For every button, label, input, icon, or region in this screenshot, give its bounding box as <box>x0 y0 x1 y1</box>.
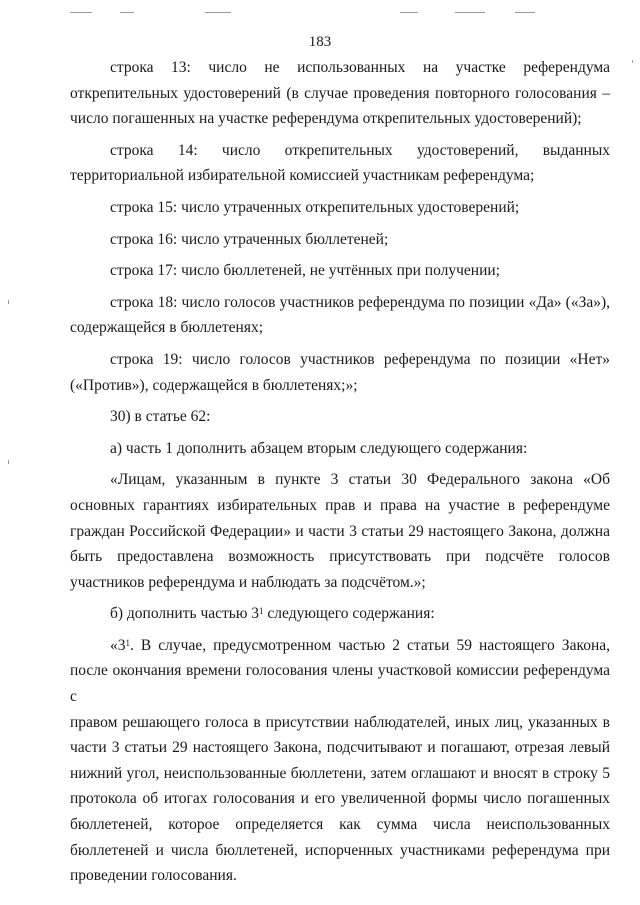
text-line: территориальной избирательной комиссией участникам референдума; <box>70 167 535 185</box>
paragraph-line-16 <box>70 227 610 253</box>
superscript: 1 <box>259 606 264 617</box>
paragraph-quote-part-3-1 <box>70 633 610 889</box>
text-line: «Лицам, указанным в пункте 3 статьи 30 Федерального закона «Об <box>110 471 610 489</box>
text-line <box>70 601 610 627</box>
scan-artifact <box>70 12 92 13</box>
text-line: правом решающего голоса в присутствии наблюдателей, иных лиц, указанных в <box>70 713 610 731</box>
paragraph-line-18 <box>70 290 610 341</box>
paragraph-subitem-a <box>70 436 610 462</box>
text-line: бюллетеней, которое определяется как сумма числа неиспользованных <box>70 816 610 834</box>
text-line: части 3 статьи 29 настоящего Закона, подсчитывают и погашают, отрезая левый <box>70 739 610 757</box>
text-line: строка 14: число открепительных удостоверений, выданных <box>110 141 610 159</box>
text-line: основных гарантиях избирательных прав и права на участие в референдуме <box>70 496 610 514</box>
text-line: строка 18: число голосов участников референдума по позиции «Да» («За»), <box>110 293 610 311</box>
text-run: следующего содержания: <box>263 605 435 623</box>
paragraph-subitem-b <box>70 601 610 627</box>
text-line <box>70 633 610 659</box>
text-run: б) дополнить частью 3 <box>110 605 260 623</box>
scan-artifact <box>8 460 9 464</box>
text-line: открепительных удостоверений (в случае проведения повторного голосования – <box>70 84 610 102</box>
text-line: строка 13: число не использованных на участке референдума <box>110 59 610 76</box>
paragraph-item-30 <box>70 404 610 430</box>
text-line: а) часть 1 дополнить абзацем вторым следующего содержания: <box>110 439 528 457</box>
paragraph-line-17 <box>70 258 610 284</box>
text-line: бюллетеней и числа бюллетеней, испорченных участниками референдума при <box>70 841 610 859</box>
text-line: протокола об итогах голосования и его увеличенной формы число погашенных <box>70 790 610 808</box>
paragraph-line-19 <box>70 347 610 398</box>
text-line: строка 19: число голосов участников референдума по позиции «Нет» <box>110 350 610 368</box>
scan-artifact <box>205 12 231 13</box>
scan-artifact <box>120 12 134 13</box>
superscript: 1 <box>125 637 130 648</box>
text-line: 30) в статье 62: <box>110 408 211 426</box>
scan-artifact <box>400 12 418 13</box>
text-line: («Против»), содержащейся в бюллетенях;»; <box>70 376 358 394</box>
text-line: граждан Российской Федерации» и части 3 статьи 29 настоящего Закона, должна <box>70 522 610 540</box>
text-run: . В случае, предусмотренном частью 2 статьи 59 настоящего Закона, <box>130 636 610 654</box>
text-line: число погашенных на участке референдума открепительных удостоверений); <box>70 110 582 128</box>
paragraph-line-15 <box>70 195 610 221</box>
text-line: участников референдума и наблюдать за подсчётом.»; <box>70 573 426 591</box>
text-run: «3 <box>110 636 126 654</box>
text-line: нижний угол, неиспользованные бюллетени, затем оглашают и вносят в строку 5 <box>70 764 610 782</box>
scan-artifact <box>455 12 485 13</box>
scan-artifact <box>632 60 633 63</box>
text-line: строка 16: число утраченных бюллетеней; <box>110 230 389 248</box>
text-line: строка 15: число утраченных открепительных удостоверений; <box>110 198 520 216</box>
scan-artifact <box>8 300 9 304</box>
page-number: 183 <box>308 34 332 50</box>
paragraph-quote-part-1 <box>70 467 610 595</box>
text-line: строка 17: число бюллетеней, не учтённых при получении; <box>110 262 500 280</box>
paragraph-line-14 <box>70 138 610 189</box>
text-line: проведении голосования. <box>70 867 237 885</box>
paragraph-line-13 <box>70 55 610 132</box>
scan-artifact <box>515 12 535 13</box>
text-line: содержащейся в бюллетенях; <box>70 319 264 337</box>
document-body <box>70 55 610 889</box>
text-line: после окончания времени голосования члены участковой комиссии референдума с <box>70 662 610 706</box>
text-line: быть предоставлена возможность присутствовать при подсчёте голосов <box>70 548 610 566</box>
